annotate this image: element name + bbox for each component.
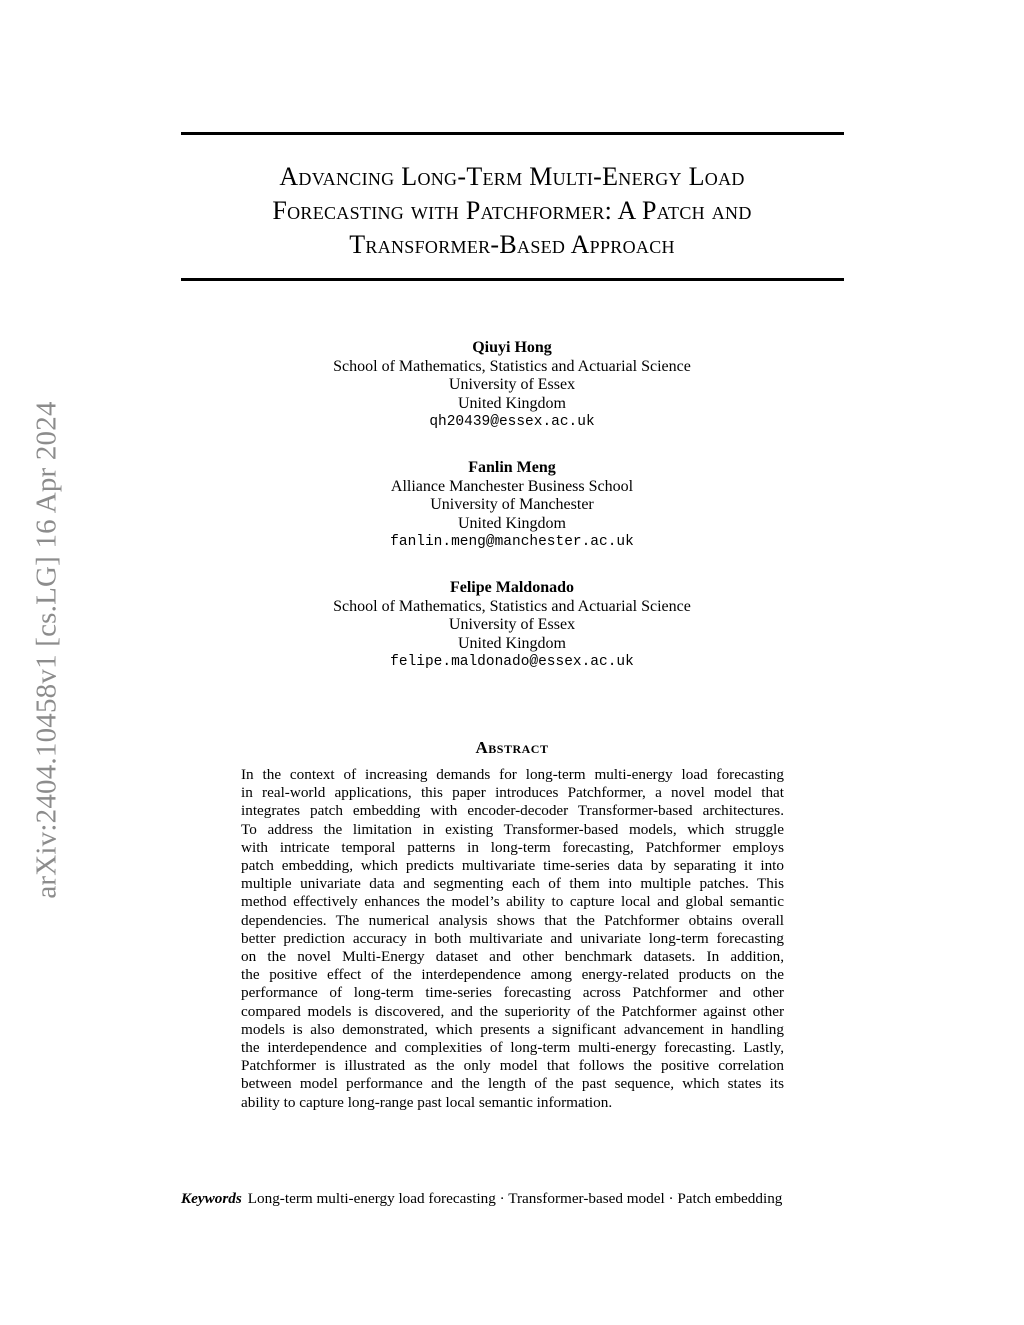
paper-title [150, 160, 874, 262]
author-country: United Kingdom [458, 514, 566, 532]
keywords-label: Keywords [181, 1190, 242, 1207]
title-line: Forecasting with Patchformer: A Patch and [272, 196, 752, 225]
author-country: United Kingdom [458, 394, 566, 412]
abstract-line: better prediction accuracy in both multivariate and univariate long-term forecasting [241, 929, 784, 947]
author-name: Fanlin Meng [468, 459, 556, 476]
abstract-line: models is also demonstrated, which presents a significant advancement in handling [241, 1020, 784, 1038]
abstract-body [241, 766, 784, 1112]
arxiv-side-identifier: arXiv:2404.10458v1 [cs.LG] 16 Apr 2024 [30, 401, 63, 899]
abstract-line: patch embedding, which predicts multivariate time-series data by separating it into [241, 857, 784, 875]
author-email: felipe.maldonado@essex.ac.uk [390, 654, 634, 670]
author-email: fanlin.meng@manchester.ac.uk [390, 534, 634, 550]
title-rule-top [181, 132, 844, 135]
title-line: Advancing Long-Term Multi-Energy Load [279, 162, 745, 191]
author-university: University of Essex [448, 616, 576, 633]
author-affiliation: School of Mathematics, Statistics and Actuarial Science [333, 357, 691, 375]
abstract-line: compared models is discovered, and the superiority of the Patchformer against other [241, 1002, 784, 1020]
abstract-line: To address the limitation in existing Transformer-based models, which struggle [241, 820, 784, 838]
author-affiliation: School of Mathematics, Statistics and Actuarial Science [333, 597, 691, 615]
author-block [250, 579, 774, 672]
author-block [250, 339, 774, 432]
author-name: Felipe Maldonado [449, 579, 574, 596]
abstract-line: the positive effect of the interdependence among energy-related products on the [241, 966, 784, 984]
abstract-line: multiple univariate data and segmenting each of them into multiple patches. This [241, 875, 784, 893]
author-country: United Kingdom [458, 634, 566, 652]
abstract-line: performance of long-term time-series forecasting across Patchformer and other [241, 984, 784, 1002]
author-name: Qiuyi Hong [472, 339, 552, 356]
author-affiliation: Alliance Manchester Business School [390, 477, 634, 495]
abstract-line: in real-world applications, this paper introduces Patchformer, a novel model that [241, 784, 784, 802]
abstract-line: integrates patch embedding with encoder-decoder Transformer-based architectures. [241, 802, 784, 820]
abstract-line: In the context of increasing demands for long-term multi-energy load forecasting [241, 766, 784, 783]
abstract-line: method effectively enhances the model’s ability to capture local and global semantic [241, 893, 784, 911]
author-university: University of Manchester [430, 496, 594, 513]
abstract-line: the interdependence and complexities of long-term multi-energy forecasting. Lastly, [241, 1039, 784, 1057]
abstract-heading: Abstract [475, 738, 549, 757]
title-line: Transformer-Based Approach [349, 230, 675, 259]
abstract-line: dependencies. The numerical analysis shows that the Patchformer obtains overall [241, 911, 784, 929]
keywords-text: Long-term multi-energy load forecasting · Transformer-based model · Patch embedding [247, 1190, 783, 1207]
author-university: University of Essex [448, 376, 576, 393]
author-email: qh20439@essex.ac.uk [429, 414, 595, 430]
abstract-line: Patchformer is illustrated as the only model that follows the positive correlation [241, 1057, 784, 1075]
abstract-line: ability to capture long-range past local semantic information. [241, 1093, 613, 1111]
author-block [250, 459, 774, 552]
abstract-line: between model performance and the length of the past sequence, which states its [241, 1075, 784, 1093]
abstract-line: with intricate temporal patterns in long-term forecasting, Patchformer employs [241, 838, 784, 856]
abstract-line: on the novel Multi-Energy dataset and other benchmark datasets. In addition, [241, 948, 784, 966]
title-rule-bottom [181, 278, 844, 281]
keywords-line [181, 1190, 844, 1208]
